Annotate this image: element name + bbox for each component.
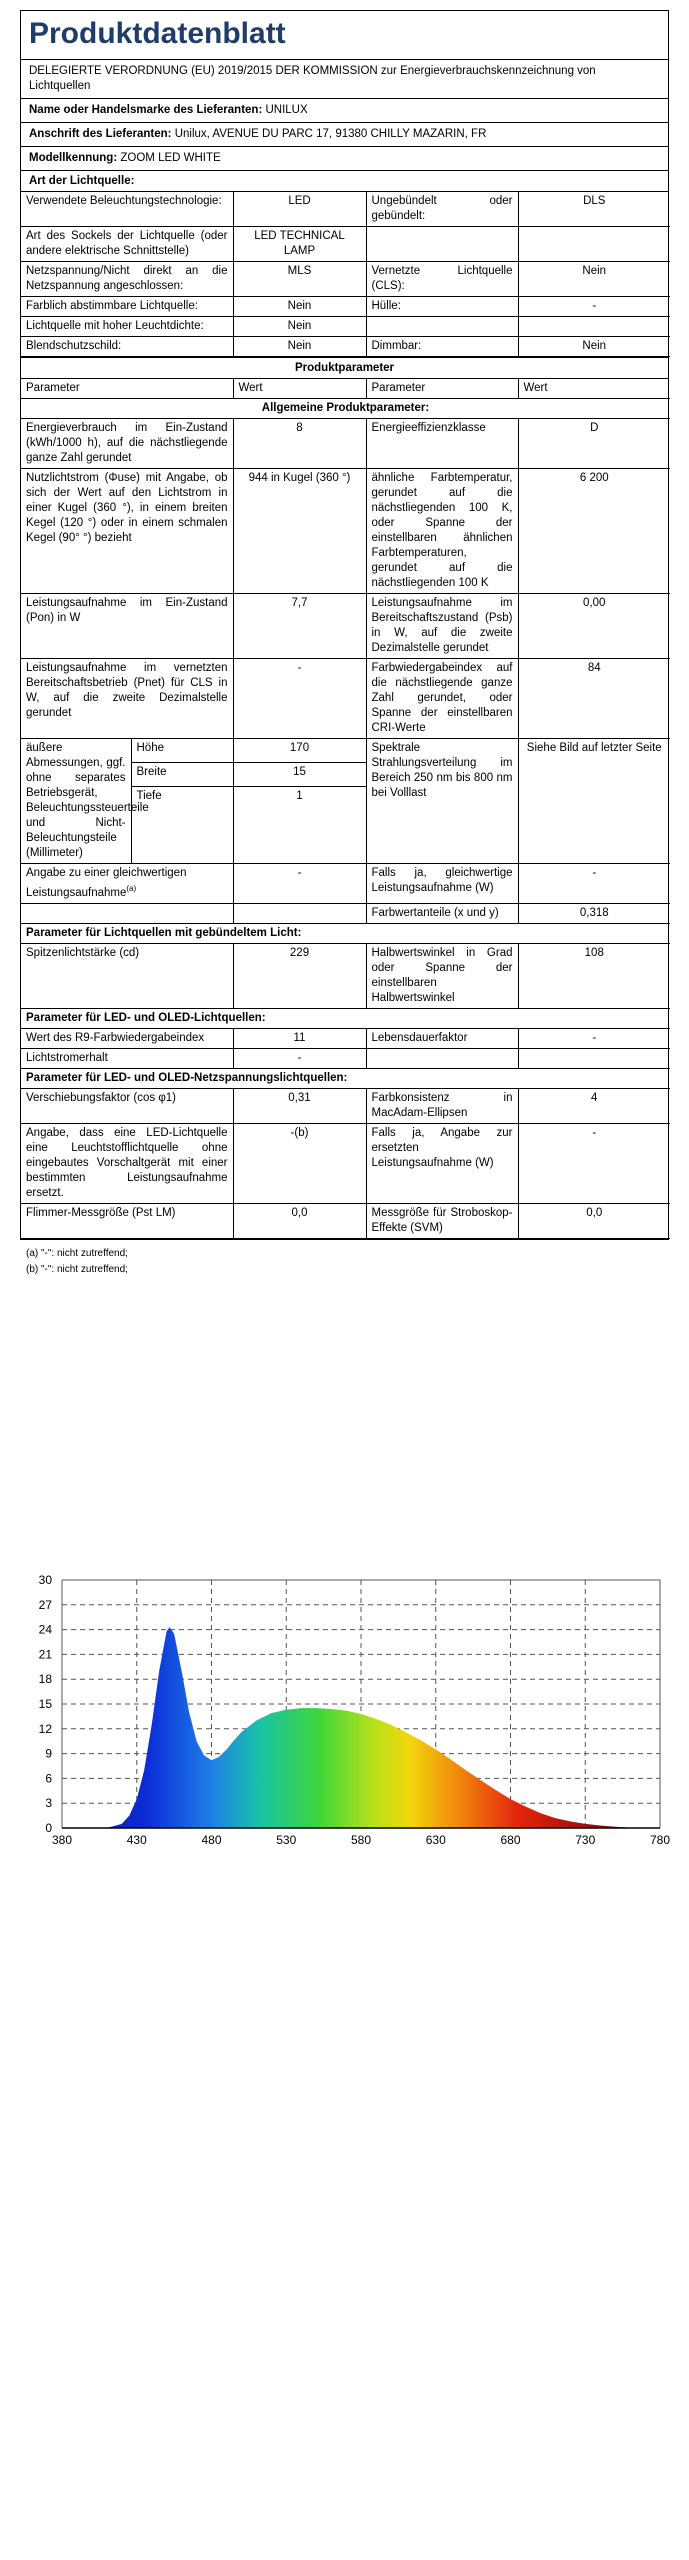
section-row	[21, 1068, 670, 1088]
param-value: 0,0	[233, 1203, 366, 1238]
dimension-value: 15	[233, 763, 366, 787]
param-value: 11	[233, 1028, 366, 1048]
param-value	[518, 317, 670, 337]
param-value: -	[518, 864, 670, 904]
param-value: -	[518, 1123, 670, 1203]
param-value	[518, 1048, 670, 1068]
param-label: ähnliche Farbtemperatur, gerundet auf die nächstliegenden 100 K, oder Spanne der einstellbaren ähnlichen Farbtemperaturen, gerundet auf die nächstliegenden 100 K	[366, 469, 518, 594]
column-header: Parameter	[21, 379, 233, 399]
param-label: Messgröße für Stroboskop-Effekte (SVM)	[366, 1203, 518, 1238]
param-label	[366, 317, 518, 337]
supplier-label: Name oder Handelsmarke des Lieferanten:	[29, 104, 263, 116]
param-value: 0,318	[518, 903, 670, 923]
param-value: 0,31	[233, 1088, 366, 1123]
x-tick-label: 580	[350, 1833, 372, 1847]
param-label: Hülle:	[366, 297, 518, 317]
y-tick-label: 27	[38, 1597, 52, 1612]
y-tick-label: 18	[38, 1672, 52, 1687]
spectral-distribution-chart	[0, 1540, 689, 1900]
table-row	[21, 1123, 670, 1203]
y-tick-labels	[39, 1573, 53, 1835]
x-tick-label: 680	[500, 1833, 521, 1847]
param-value: LED TECHNICAL LAMP	[233, 227, 366, 262]
section-row	[21, 1008, 670, 1028]
table-row	[21, 337, 670, 357]
param-label: Farbwertanteile (x und y)	[366, 903, 518, 923]
y-tick-label: 30	[38, 1573, 52, 1587]
param-label: Energieverbrauch im Ein-Zustand (kWh/1000 h), auf die nächstliegende ganze Zahl gerundet	[21, 419, 233, 469]
model-label: Modellkennung:	[29, 152, 118, 164]
param-value: 8	[233, 419, 366, 469]
product-datasheet	[20, 10, 669, 1240]
section-gebuendelt: Parameter für Lichtquellen mit gebündeltem Licht:	[21, 923, 670, 943]
param-value: -	[518, 1028, 670, 1048]
x-tick-label: 430	[126, 1833, 147, 1847]
param-label: Angabe, dass eine LED-Lichtquelle eine Leuchtstofflichtquelle ohne eingebautes Vorschaltgerät mit einer bestimmten Leistungsaufnahme ersetzt.	[21, 1123, 233, 1203]
model-row	[21, 147, 668, 171]
section-row	[21, 923, 670, 943]
param-value: Nein	[518, 262, 670, 297]
param-value: D	[518, 419, 670, 469]
y-tick-label: 6	[45, 1771, 52, 1786]
param-label: Vernetzte Lichtquelle (CLS):	[366, 262, 518, 297]
param-value: Nein	[233, 317, 366, 337]
footnote-a: (a) "-": nicht zutreffend;	[26, 1248, 128, 1259]
param-label: Farblich abstimmbare Lichtquelle:	[21, 297, 233, 317]
table-row	[21, 1203, 670, 1238]
param-label: Dimmbar:	[366, 337, 518, 357]
param-label	[366, 1048, 518, 1068]
y-tick-label: 12	[38, 1721, 52, 1736]
x-tick-label: 730	[575, 1833, 596, 1847]
param-label: Leistungsaufnahme im Ein-Zustand (Pon) in W	[21, 594, 233, 659]
param-value: -	[233, 864, 366, 904]
param-label: Verwendete Beleuchtungstechnologie:	[21, 192, 233, 227]
section-mls: Parameter für LED- und OLED-Netzspannungslichtquellen:	[21, 1068, 670, 1088]
table-row	[21, 262, 670, 297]
param-label: Flimmer-Messgröße (Pst LM)	[21, 1203, 233, 1238]
address-value: Unilux, AVENUE DU PARC 17, 91380 CHILLY MAZARIN, FR	[174, 128, 487, 140]
param-value: -(b)	[233, 1123, 366, 1203]
supplier-value: UNILUX	[265, 104, 308, 116]
param-label: Energieeffizienzklasse	[366, 419, 518, 469]
param-value: 6 200	[518, 469, 670, 594]
param-label: Lichtquelle mit hoher Leuchtdichte:	[21, 317, 233, 337]
x-tick-label: 630	[425, 1833, 446, 1847]
table-row	[21, 1028, 670, 1048]
param-value: Nein	[233, 297, 366, 317]
y-tick-label: 0	[45, 1821, 52, 1835]
column-header: Wert	[233, 379, 366, 399]
param-label: Verschiebungsfaktor (cos φ1)	[21, 1088, 233, 1123]
table-row	[21, 297, 670, 317]
section-art-der-lichtquelle: Art der Lichtquelle:	[21, 171, 668, 192]
table-row	[21, 659, 670, 739]
param-value: 7,7	[233, 594, 366, 659]
param-label: Spitzenlichtstärke (cd)	[21, 943, 233, 1008]
param-table	[21, 379, 670, 1239]
spectrum-area	[107, 1627, 653, 1828]
x-tick-label: 530	[276, 1833, 297, 1847]
dimension-value: 170	[233, 739, 366, 763]
param-value: 229	[233, 943, 366, 1008]
param-value: 4	[518, 1088, 670, 1123]
param-label: Lichtstromerhalt	[21, 1048, 233, 1068]
section-produktparameter: Produktparameter	[21, 357, 668, 379]
x-tick-label: 480	[201, 1833, 222, 1847]
y-tick-label: 3	[45, 1796, 52, 1811]
section-allgemeine: Allgemeine Produktparameter:	[21, 399, 670, 419]
footnote-ref: (a)	[126, 884, 137, 893]
equiv-label: Angabe zu einer gleichwertigen Leistungsaufnahme	[26, 867, 187, 899]
y-tick-label: 21	[38, 1647, 52, 1662]
footnote-b: (b) "-": nicht zutreffend;	[26, 1264, 128, 1275]
address-label: Anschrift des Lieferanten:	[29, 128, 172, 140]
model-value: ZOOM LED WHITE	[120, 152, 221, 164]
table-row	[21, 943, 670, 1008]
param-label: Falls ja, Angabe zur ersetzten Leistungsaufnahme (W)	[366, 1123, 518, 1203]
param-label: Leistungsaufnahme im vernetzten Bereitschaftsbetrieb (Pnet) für CLS in W, auf die zweite Dezimalstelle gerundet	[21, 659, 233, 739]
param-label: Lebensdauerfaktor	[366, 1028, 518, 1048]
param-value: -	[518, 297, 670, 317]
param-value: 944 in Kugel (360 °)	[233, 469, 366, 594]
param-value: Siehe Bild auf letzter Seite	[518, 739, 670, 864]
section-led: Parameter für LED- und OLED-Lichtquellen:	[21, 1008, 670, 1028]
param-value: MLS	[233, 262, 366, 297]
table-row	[21, 864, 670, 904]
address-row	[21, 123, 668, 147]
param-value: -	[233, 1048, 366, 1068]
y-tick-label: 9	[45, 1746, 52, 1761]
section-row	[21, 399, 670, 419]
page-title: Produktdatenblatt	[21, 11, 668, 60]
table-row	[21, 594, 670, 659]
param-label: Blendschutzschild:	[21, 337, 233, 357]
param-value: 0,0	[518, 1203, 670, 1238]
param-label: Netzspannung/Nicht direkt an die Netzspannung angeschlossen:	[21, 262, 233, 297]
dimension-name: Tiefe	[131, 787, 233, 864]
dimensions-label: äußere Abmessungen, ggf. ohne separates Betriebsgerät, Beleuchtungssteuerteile und Nicht-Beleuchtungsteile (Millimeter)	[21, 739, 131, 864]
table-row	[21, 1048, 670, 1068]
column-header: Wert	[518, 379, 670, 399]
param-label: Nutzlichtstrom (Φuse) mit Angabe, ob sich der Wert auf den Lichtstrom in einer Kugel (360 °), in einem breiten Kegel (120 °) oder in einem schmalen Kegel (90° °) bezieht	[21, 469, 233, 594]
table-row	[21, 227, 670, 262]
table-row	[21, 317, 670, 337]
param-label	[21, 864, 233, 904]
param-label: Art des Sockels der Lichtquelle (oder andere elektrische Schnittstelle)	[21, 227, 233, 262]
dimension-name: Höhe	[131, 739, 233, 763]
param-value: 108	[518, 943, 670, 1008]
x-tick-labels	[52, 1833, 670, 1847]
param-label: Leistungsaufnahme im Bereitschaftszustand (Psb) in W, auf die zweite Dezimalstelle gerundet	[366, 594, 518, 659]
param-label: Halbwertswinkel in Grad oder Spanne der einstellbaren Halbwertswinkel	[366, 943, 518, 1008]
param-value: Nein	[233, 337, 366, 357]
table-row	[21, 1088, 670, 1123]
param-value: -	[233, 659, 366, 739]
table-header-row	[21, 379, 670, 399]
table-row	[21, 419, 670, 469]
param-label: Wert des R9-Farbwiedergabeindex	[21, 1028, 233, 1048]
param-label: Ungebündelt oder gebündelt:	[366, 192, 518, 227]
regulation-text: DELEGIERTE VERORDNUNG (EU) 2019/2015 DER KOMMISSION zur Energieverbrauchskennzeichnung von Lichtquellen	[21, 60, 668, 99]
y-tick-label: 15	[38, 1697, 52, 1711]
param-value: 84	[518, 659, 670, 739]
table-row	[21, 903, 670, 923]
art-table	[21, 192, 670, 357]
param-label: Farbkonsistenz in MacAdam-Ellipsen	[366, 1088, 518, 1123]
footnotes	[26, 1246, 128, 1278]
dimension-name: Breite	[131, 763, 233, 787]
x-tick-label: 780	[649, 1833, 671, 1847]
param-label	[366, 227, 518, 262]
y-tick-label: 24	[38, 1622, 52, 1637]
table-row	[21, 192, 670, 227]
param-value: DLS	[518, 192, 670, 227]
param-value: 0,00	[518, 594, 670, 659]
table-row	[21, 469, 670, 594]
param-label: Falls ja, gleichwertige Leistungsaufnahme (W)	[366, 864, 518, 904]
param-label: Spektrale Strahlungsverteilung im Bereich 250 nm bis 800 nm bei Volllast	[366, 739, 518, 864]
dimension-value: 1	[233, 787, 366, 864]
column-header: Parameter	[366, 379, 518, 399]
param-value: LED	[233, 192, 366, 227]
table-row	[21, 739, 670, 763]
param-label: Farbwiedergabeindex auf die nächstliegende ganze Zahl gerundet, oder Spanne der einstellbaren CRI-Werte	[366, 659, 518, 739]
x-tick-label: 380	[51, 1833, 73, 1847]
param-value: Nein	[518, 337, 670, 357]
param-value	[518, 227, 670, 262]
supplier-row	[21, 99, 668, 123]
